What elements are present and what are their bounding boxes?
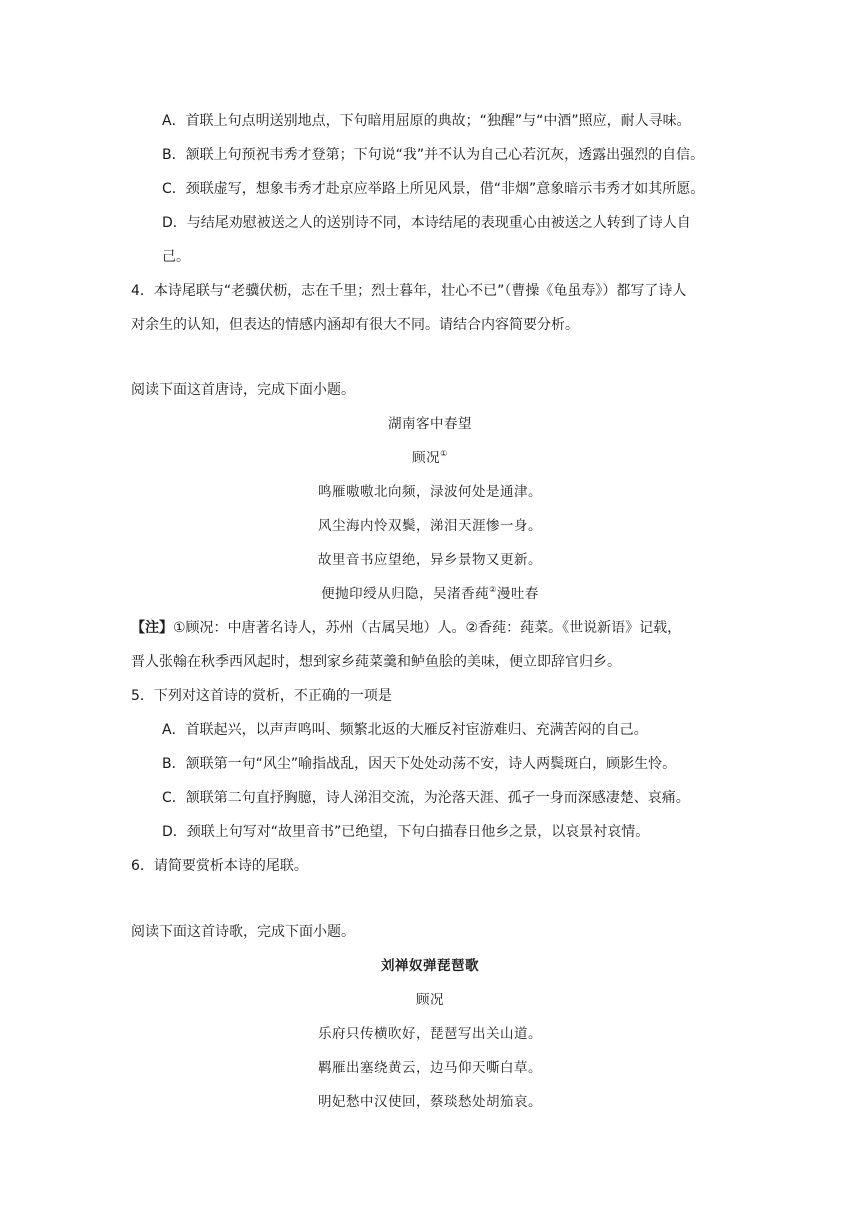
q3-option-d-cont: 己。 bbox=[162, 249, 190, 265]
poem-line: 风尘海内怜双鬓，涕泪天涯惨一身。 bbox=[318, 518, 542, 534]
author-name: 顾况 bbox=[412, 450, 441, 466]
q5-option-d: D．颈联上句写对“故里音书”已绝望，下句白描春日他乡之景，以哀景衬哀情。 bbox=[162, 824, 650, 840]
q5-stem: 5．下列对这首诗的赏析，不正确的一项是 bbox=[131, 688, 392, 704]
poem-author bbox=[0, 448, 860, 468]
q6-stem: 6．请简要赏析本诗的尾联。 bbox=[131, 858, 308, 874]
poem-line-text: 漫吐春 bbox=[496, 586, 539, 602]
q3-option-b: B．颔联上句预祝韦秀才登第；下句说“我”并不认为自己心若沉灰，透露出强烈的自信。 bbox=[162, 147, 705, 163]
section3-intro: 阅读下面这首诗歌，完成下面小题。 bbox=[131, 924, 355, 940]
q3-option-a: A．首联上句点明送别地点，下句暗用屈原的典故；“独醒”与“中酒”照应，耐人寻味。 bbox=[162, 113, 691, 129]
q3-option-c: C．颈联虚写，想象韦秀才赴京应举路上所见风景，借“非烟”意象暗示韦秀才如其所愿。 bbox=[162, 181, 705, 197]
poem-author: 顾况 bbox=[416, 992, 444, 1008]
q5-option-a: A．首联起兴，以声声鸣叫、频繁北返的大雁反衬宦游难归、充满苦闷的自己。 bbox=[162, 722, 648, 738]
footnote-mark: ② bbox=[489, 584, 497, 594]
poem-line: 故里音书应望绝，异乡景物又更新。 bbox=[318, 552, 542, 568]
note-cont: 晋人张翰在秋季西风起时，想到家乡莼菜羹和鲈鱼脍的美味，便立即辞官归乡。 bbox=[131, 654, 621, 670]
poem-line: 羁雁出塞绕黄云，边马仰天嘶白草。 bbox=[318, 1060, 542, 1076]
poem-line-last bbox=[0, 584, 860, 604]
q5-option-c: C．颔联第二句直抒胸臆，诗人涕泪交流，为沦落天涯、孤孑一身而深感凄楚、哀痛。 bbox=[162, 790, 690, 806]
q3-option-d: D．与结尾劝慰被送之人的送别诗不同，本诗结尾的表现重心由被送之人转到了诗人自 bbox=[162, 215, 691, 231]
poem-title: 刘禅奴弹琵琶歌 bbox=[381, 958, 479, 974]
footnote-mark: ① bbox=[440, 448, 448, 458]
q4-stem: 4．本诗尾联与“老骥伏枥，志在千里；烈士暮年，壮心不已”（曹操《龟虽寿》）都写了诗人 bbox=[131, 283, 687, 299]
poem-line: 乐府只传横吹好，琵琶写出关山道。 bbox=[318, 1026, 542, 1042]
note bbox=[131, 618, 681, 638]
poem-title: 湖南客中春望 bbox=[388, 416, 472, 432]
note-lead: 【注】 bbox=[131, 620, 173, 636]
section2-intro: 阅读下面这首唐诗，完成下面小题。 bbox=[131, 382, 355, 398]
poem-line: 明妃愁中汉使回，蔡琰愁处胡笳哀。 bbox=[318, 1094, 542, 1110]
poem-line: 鸣雁嗷嗷北向频，渌波何处是通津。 bbox=[318, 484, 542, 500]
q4-stem-cont: 对余生的认知，但表达的情感内涵却有很大不同。请结合内容简要分析。 bbox=[131, 317, 579, 333]
note-text: ①顾况：中唐著名诗人，苏州（古属吴地）人。②香莼：莼菜。《世说新语》记载， bbox=[173, 620, 682, 636]
poem-line-text: 便抛印绶从归隐，吴渚香莼 bbox=[321, 586, 490, 602]
q5-option-b: B．颔联第一句“风尘”喻指战乱，因天下处处动荡不安，诗人两鬓斑白，顾影生怜。 bbox=[162, 756, 677, 772]
